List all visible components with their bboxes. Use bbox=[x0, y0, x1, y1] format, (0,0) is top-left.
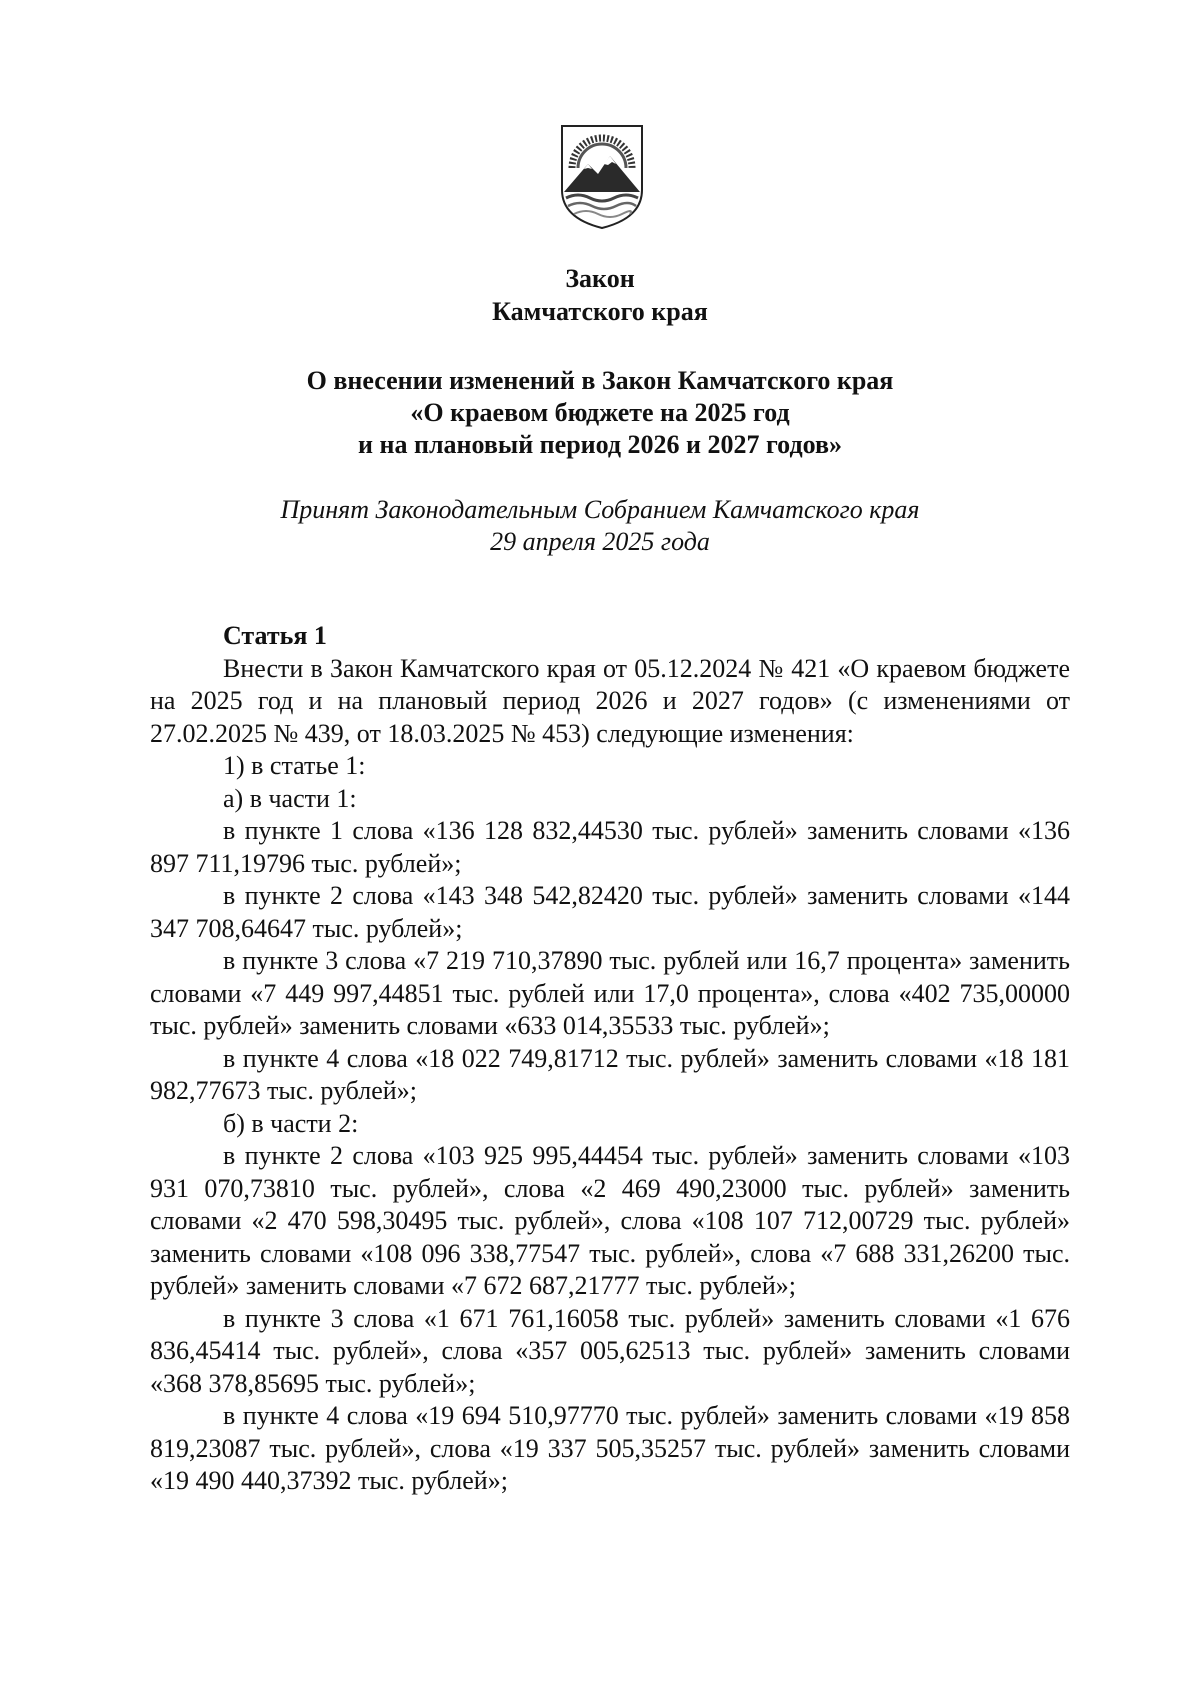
article-paragraph: а) в части 1: bbox=[223, 783, 357, 813]
subject-line: и на плановый период 2026 и 2027 годов» bbox=[358, 430, 842, 459]
article-paragraph: б) в части 2: bbox=[223, 1108, 359, 1138]
law-region-line: Камчатского края bbox=[492, 297, 708, 326]
article-paragraph: в пункте 3 слова «7 219 710,37890 тыс. рублей или 16,7 процента» заменить словами «7 449 997,44851 тыс. рублей или 17,0 процента», слова «402 735,00000 тыс. рублей» заменить словами «633 014,35533 тыс. рублей»; bbox=[150, 946, 1070, 1040]
article-body bbox=[150, 620, 1070, 1498]
kamchatka-coat-of-arms-icon bbox=[558, 120, 646, 232]
adoption-note bbox=[0, 494, 1200, 558]
adoption-date-line: 29 апреля 2025 года bbox=[490, 527, 710, 556]
law-title bbox=[0, 262, 1200, 328]
law-title-line: Закон bbox=[565, 264, 635, 293]
article-paragraph: в пункте 2 слова «143 348 542,82420 тыс. рублей» заменить словами «144 347 708,64647 тыс. рублей»; bbox=[150, 881, 1070, 943]
article-paragraph: Внести в Закон Камчатского края от 05.12.2024 № 421 «О краевом бюджете на 2025 год и на плановый период 2026 и 2027 годов» (с изменениями от 27.02.2025 № 439, от 18.03.2025 № 453) следующие изменения: bbox=[150, 653, 1070, 748]
subject-line: О внесении изменений в Закон Камчатского края bbox=[306, 366, 894, 395]
article-heading: Статья 1 bbox=[223, 621, 327, 650]
adoption-body-line: Принят Законодательным Собранием Камчатского края bbox=[280, 495, 920, 524]
subject-line: «О краевом бюджете на 2025 год bbox=[410, 398, 790, 427]
article-paragraph: в пункте 1 слова «136 128 832,44530 тыс. рублей» заменить словами «136 897 711,19796 тыс. рублей»; bbox=[150, 816, 1070, 878]
article-paragraph: 1) в статье 1: bbox=[223, 751, 366, 780]
article-paragraph: в пункте 4 слова «18 022 749,81712 тыс. рублей» заменить словами «18 181 982,77673 тыс. рублей»; bbox=[150, 1043, 1070, 1105]
article-paragraph: в пункте 4 слова «19 694 510,97770 тыс. рублей» заменить словами «19 858 819,23087 тыс. рублей», слова «19 337 505,35257 тыс. рублей» заменить словами «19 490 440,37392 тыс. рублей»; bbox=[150, 1401, 1070, 1495]
article-paragraph: в пункте 3 слова «1 671 761,16058 тыс. рублей» заменить словами «1 676 836,45414 тыс. рублей», слова «357 005,62513 тыс. рублей» заменить словами «368 378,85695 тыс. рублей»; bbox=[150, 1303, 1070, 1398]
law-subject-title bbox=[0, 365, 1200, 461]
article-paragraph: в пункте 2 слова «103 925 995,44454 тыс. рублей» заменить словами «103 931 070,73810 тыс. рублей», слова «2 469 490,23000 тыс. рублей» заменить словами «2 470 598,30495 тыс. рублей», слова «108 107 712,00729 тыс. рублей» заменить словами «108 096 338,77547 тыс. рублей», слова «7 688 331,26200 тыс. рублей» заменить словами «7 672 687,21777 тыс. рублей»; bbox=[150, 1141, 1070, 1300]
